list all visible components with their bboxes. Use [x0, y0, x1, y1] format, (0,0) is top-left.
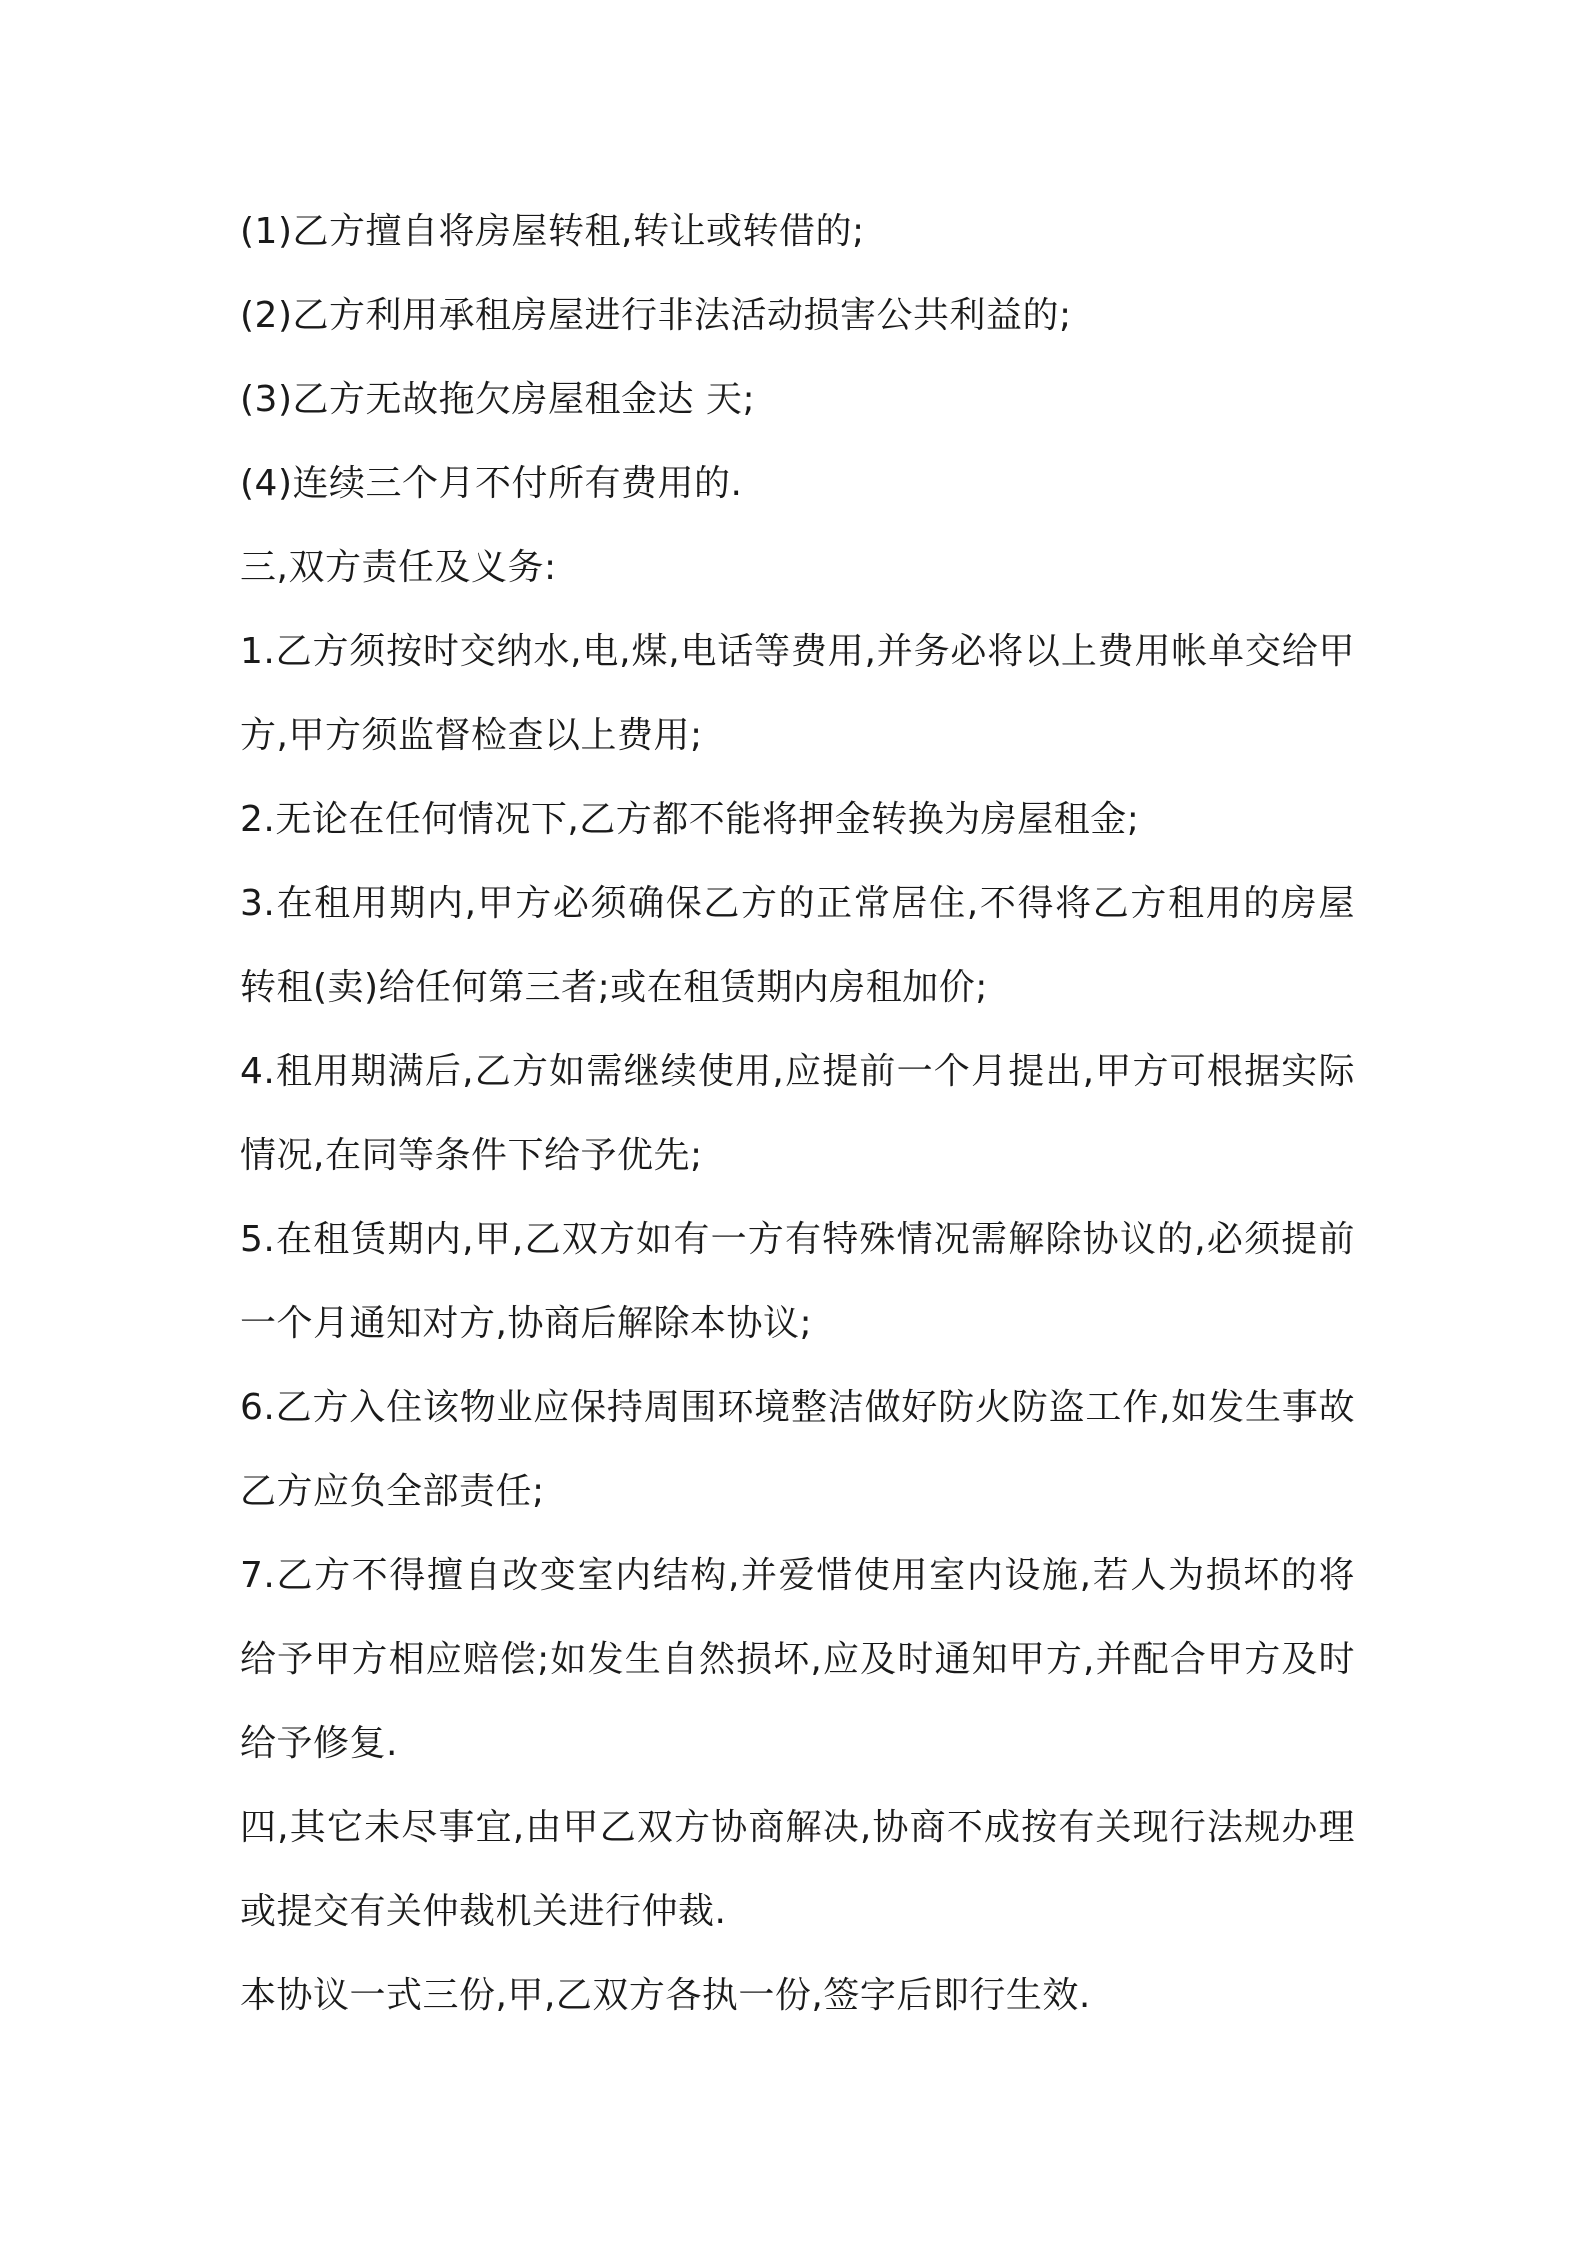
clause-1-sublet: (1)乙方擅自将房屋转租,转让或转借的; — [240, 211, 865, 252]
duty-6-safety: 6.乙方入住该物业应保持周围环境整洁做好防火防盗工作,如发生事故乙方应负全部责任; — [240, 1387, 1355, 1512]
clause-4-unpaid-fees: (4)连续三个月不付所有费用的. — [240, 463, 743, 504]
duty-3-residence: 3.在租用期内,甲方必须确保乙方的正常居住,不得将乙方租用的房屋转租(卖)给任何第三者;或在租赁期内房租加价; — [240, 883, 1355, 1008]
clause-3-rent-arrears: (3)乙方无故拖欠房屋租金达 天; — [240, 379, 756, 420]
duty-5-termination: 5.在租赁期内,甲,乙双方如有一方有特殊情况需解除协议的,必须提前一个月通知对方,协商后解除本协议; — [240, 1219, 1355, 1344]
section-3-heading: 三,双方责任及义务: — [240, 547, 557, 588]
document-body — [240, 190, 1355, 2038]
duty-1-utilities: 1.乙方须按时交纳水,电,煤,电话等费用,并务必将以上费用帐单交给甲方,甲方须监督检查以上费用; — [240, 631, 1355, 756]
clause-2-illegal-use: (2)乙方利用承租房屋进行非法活动损害公共利益的; — [240, 295, 1072, 336]
section-4-other-matters: 四,其它未尽事宜,由甲乙双方协商解决,协商不成按有关现行法规办理或提交有关仲裁机关进行仲裁. — [240, 1807, 1355, 1932]
duty-2-deposit: 2.无论在任何情况下,乙方都不能将押金转换为房屋租金; — [240, 799, 1140, 840]
agreement-copies: 本协议一式三份,甲,乙双方各执一份,签字后即行生效. — [240, 1975, 1091, 2016]
duty-4-renewal: 4.租用期满后,乙方如需继续使用,应提前一个月提出,甲方可根据实际情况,在同等条件下给予优先; — [240, 1051, 1355, 1176]
duty-7-structure: 7.乙方不得擅自改变室内结构,并爱惜使用室内设施,若人为损坏的将给予甲方相应赔偿;如发生自然损坏,应及时通知甲方,并配合甲方及时给予修复. — [240, 1555, 1355, 1764]
